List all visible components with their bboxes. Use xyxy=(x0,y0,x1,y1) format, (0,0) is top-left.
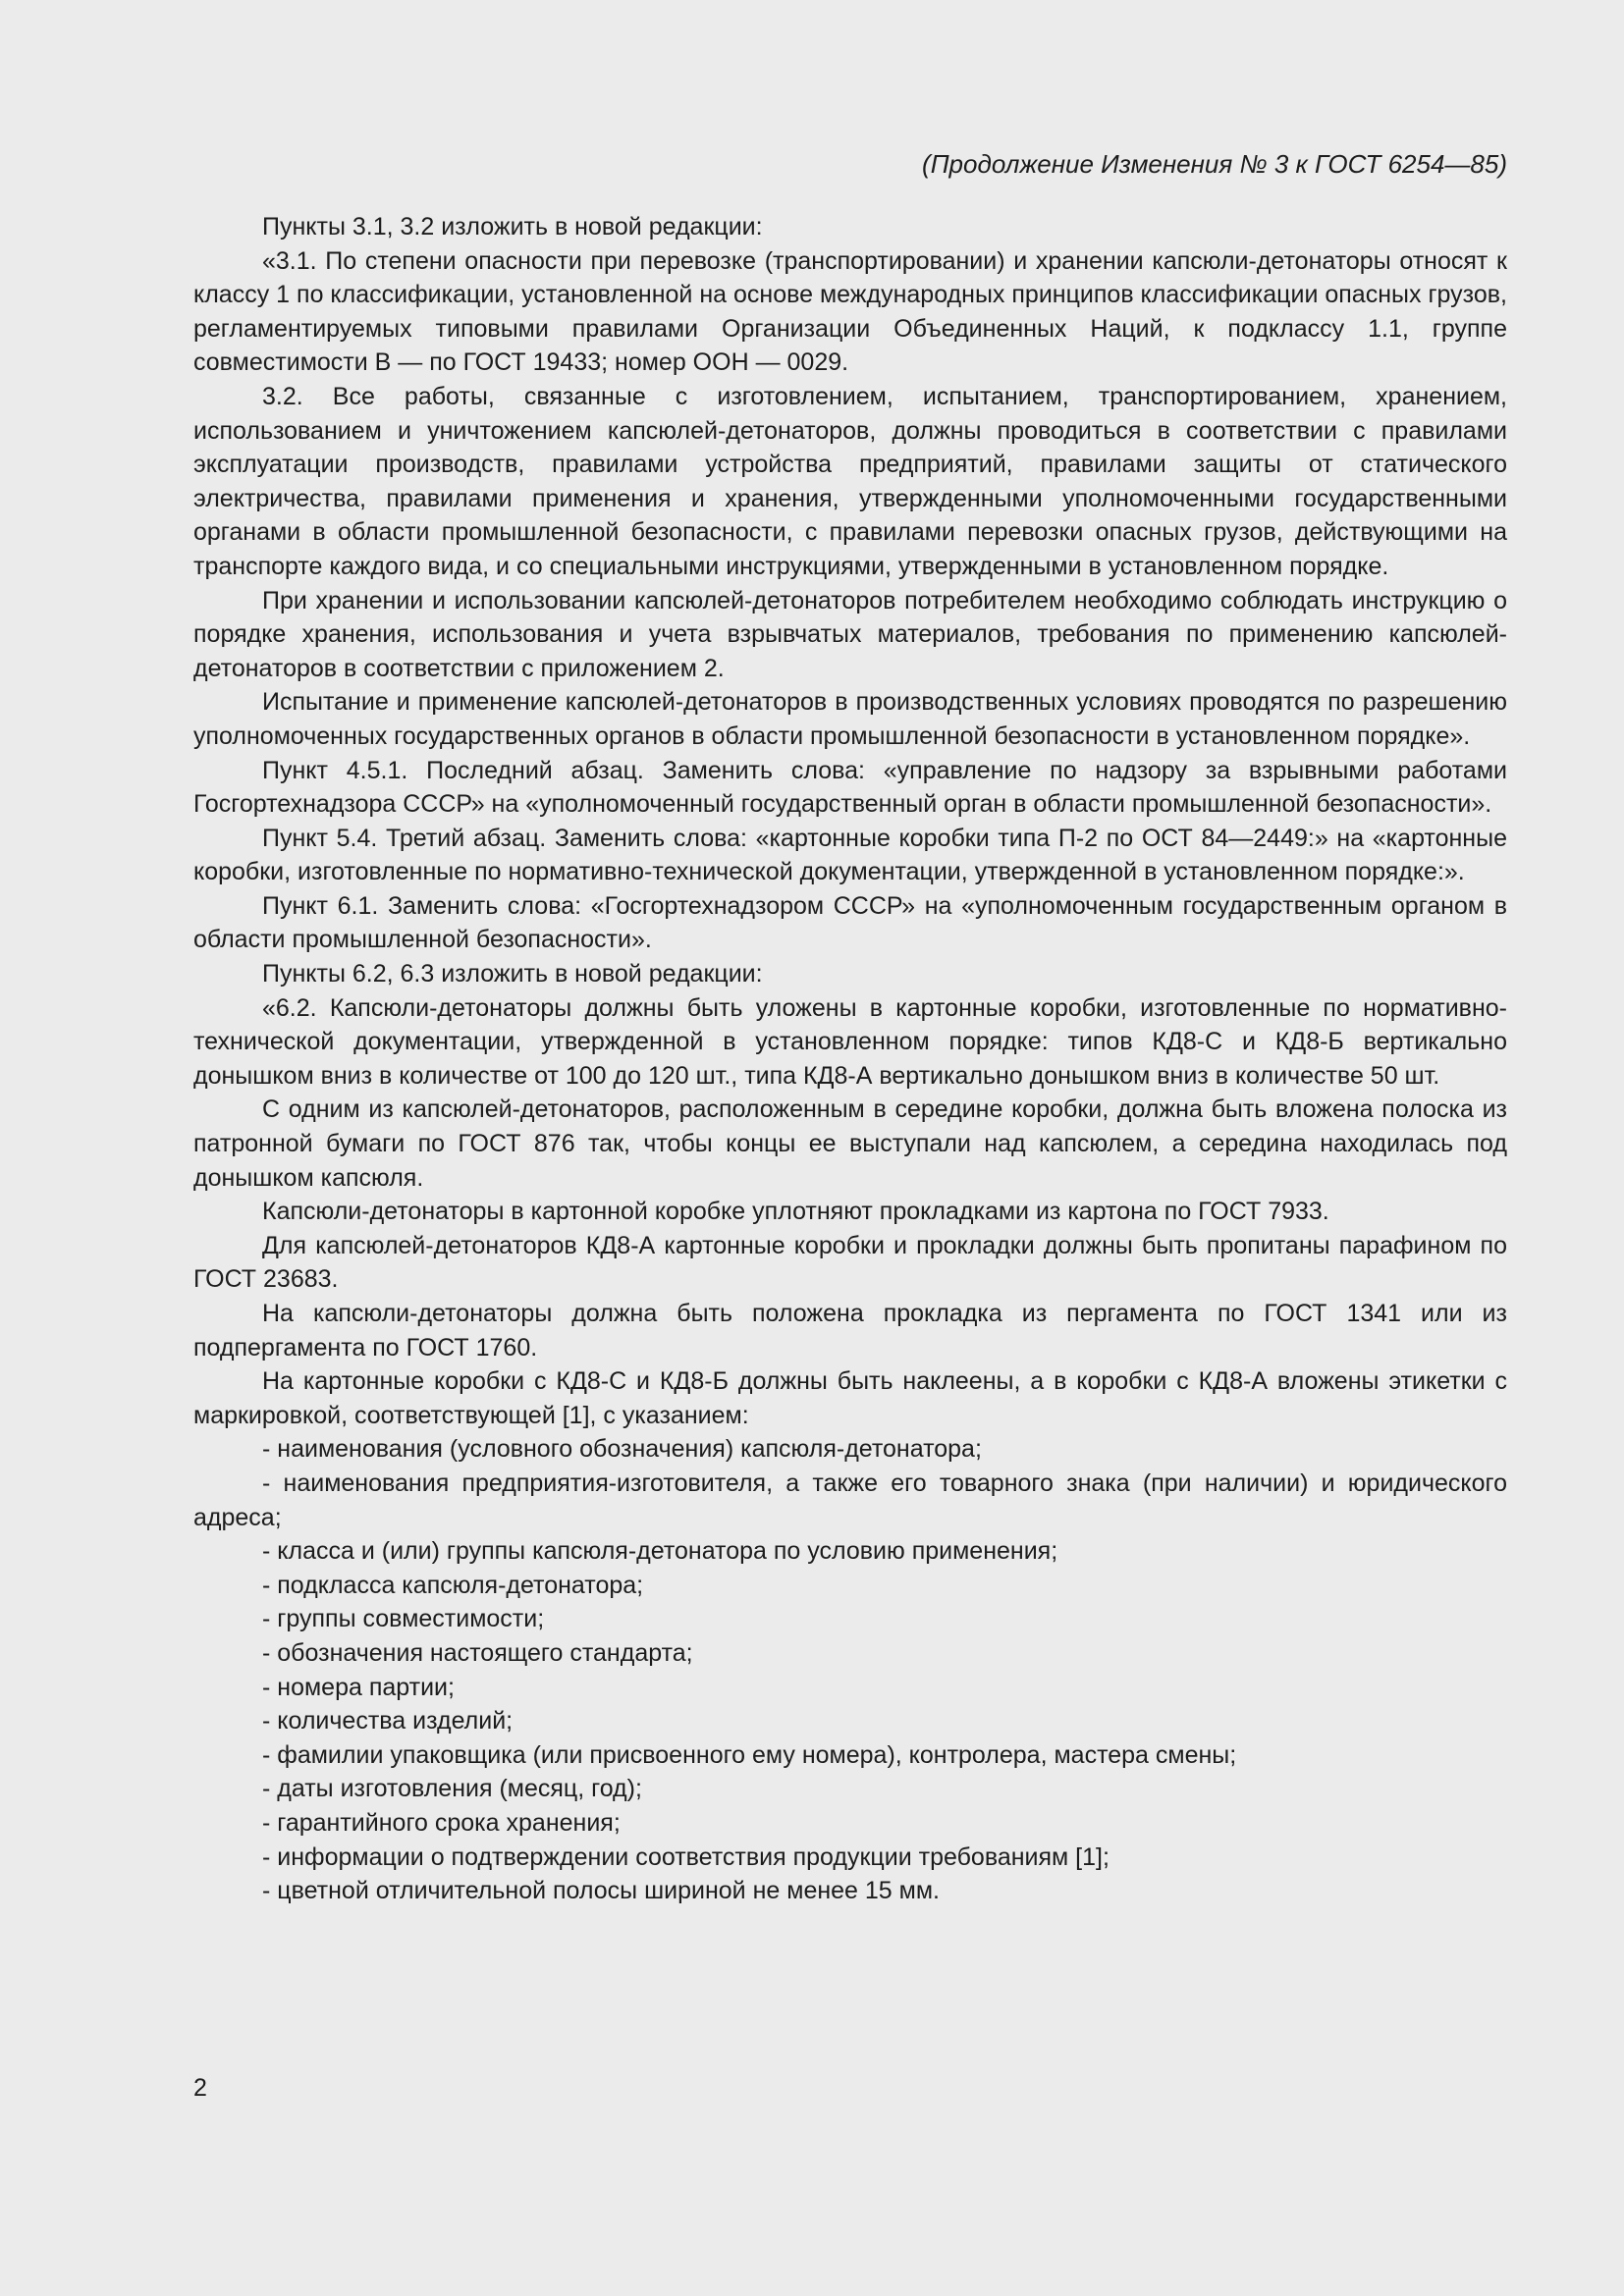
paragraph: Для капсюлей-детонаторов КД8-А картонные коробки и прокладки должны быть пропитаны парафином по ГОСТ 23683. xyxy=(193,1231,1507,1294)
body-text xyxy=(193,210,1507,1908)
list-item: - гарантийного срока хранения; xyxy=(262,1808,621,1837)
list-item: - фамилии упаковщика (или присвоенного ему номера), контролера, мастера смены; xyxy=(262,1740,1237,1769)
paragraph: 3.2. Все работы, связанные с изготовлением, испытанием, транспортированием, хранением, использованием и уничтожением капсюлей-детонаторов, должны проводиться в соответствии с правилами эксплуатации производств, правилами устройства предприятий, правилами защиты от статического электричества, правилами применения и хранения, утвержденными уполномоченными государственными органами в области промышленной безопасности, с правилами перевозки опасных грузов, действующими на транспорте каждого вида, и со специальными инструкциями, утвержденными в установленном порядке. xyxy=(193,382,1507,580)
list-item: - информации о подтверждении соответствия продукции требованиям [1]; xyxy=(262,1842,1110,1871)
paragraph: При хранении и использовании капсюлей-детонаторов потребителем необходимо соблюдать инструкцию о порядке хранения, использования и учета взрывчатых материалов, требования по применению капсюлей-детонаторов в соответствии с приложением 2. xyxy=(193,586,1507,682)
list-item: - количества изделий; xyxy=(262,1707,514,1735)
paragraph: Пункт 6.1. Заменить слова: «Госгортехнадзором СССР» на «уполномоченным государственным органом в области промышленной безопасности». xyxy=(193,891,1507,954)
paragraph: Пункты 3.1, 3.2 изложить в новой редакции: xyxy=(262,213,763,240)
list-item: - наименования предприятия-изготовителя, а также его товарного знака (при наличии) и юридического адреса; xyxy=(193,1468,1507,1531)
paragraph: Пункт 5.4. Третий абзац. Заменить слова: «картонные коробки типа П-2 по ОСТ 84—2449:» на «картонные коробки, изготовленные по нормативно-технической документации, утвержденной в установленном порядке:». xyxy=(193,824,1507,886)
paragraph: Пункт 4.5.1. Последний абзац. Заменить слова: «управление по надзору за взрывными работами Госгортехнадзора СССР» на «уполномоченный государственный орган в области промышленной безопасности». xyxy=(193,756,1507,819)
running-title: (Продолжение Изменения № 3 к ГОСТ 6254—85) xyxy=(922,149,1507,179)
list-item: - номера партии; xyxy=(262,1673,455,1701)
paragraph: «6.2. Капсюли-детонаторы должны быть уложены в картонные коробки, изготовленные по нормативно-технической документации, утвержденной в установленном порядке: типов КД8-С и КД8-Б вертикально донышком вниз в количестве от 100 до 120 шт., типа КД8-А вертикально донышком вниз в количестве 50 шт. xyxy=(193,993,1507,1090)
list-item: - группы совместимости; xyxy=(262,1605,545,1633)
list-item: - подкласса капсюля-детонатора; xyxy=(262,1571,644,1599)
paragraph: «3.1. По степени опасности при перевозке (транспортировании) и хранении капсюли-детонаторы относят к классу 1 по классификации, установленной на основе международных принципов классификации опасных грузов, регламентируемых типовыми правилами Организации Объединенных Наций, к подклассу 1.1, группе совместимости В — по ГОСТ 19433; номер ООН — 0029. xyxy=(193,246,1507,377)
paragraph: Пункты 6.2, 6.3 изложить в новой редакции: xyxy=(262,960,763,988)
page-number: 2 xyxy=(193,2074,207,2102)
list-item: - обозначения настоящего стандарта; xyxy=(262,1638,693,1667)
list-item: - цветной отличительной полосы шириной не менее 15 мм. xyxy=(262,1877,940,1905)
list-item: - даты изготовления (месяц, год); xyxy=(262,1775,642,1803)
paragraph: Испытание и применение капсюлей-детонаторов в производственных условиях проводятся по разрешению уполномоченных государственных органов в области промышленной безопасности в установленном порядке». xyxy=(193,688,1507,750)
paragraph: Капсюли-детонаторы в картонной коробке уплотняют прокладками из картона по ГОСТ 7933. xyxy=(262,1198,1329,1226)
paragraph: На картонные коробки с КД8-С и КД8-Б должны быть наклеены, а в коробки с КД8-А вложены этикетки с маркировкой, соответствующей [1], с указанием: xyxy=(193,1367,1507,1429)
paragraph: На капсюли-детонаторы должна быть положена прокладка из пергамента по ГОСТ 1341 или из подпергамента по ГОСТ 1760. xyxy=(193,1300,1507,1362)
list-item: - наименования (условного обозначения) капсюля-детонатора; xyxy=(262,1435,982,1464)
list-item: - класса и (или) группы капсюля-детонатора по условию применения; xyxy=(262,1537,1058,1566)
paragraph: С одним из капсюлей-детонаторов, расположенным в середине коробки, должна быть вложена полоска из патронной бумаги по ГОСТ 876 так, чтобы концы ее выступали над капсюлем, а середина находилась под донышком капсюля. xyxy=(193,1095,1507,1192)
